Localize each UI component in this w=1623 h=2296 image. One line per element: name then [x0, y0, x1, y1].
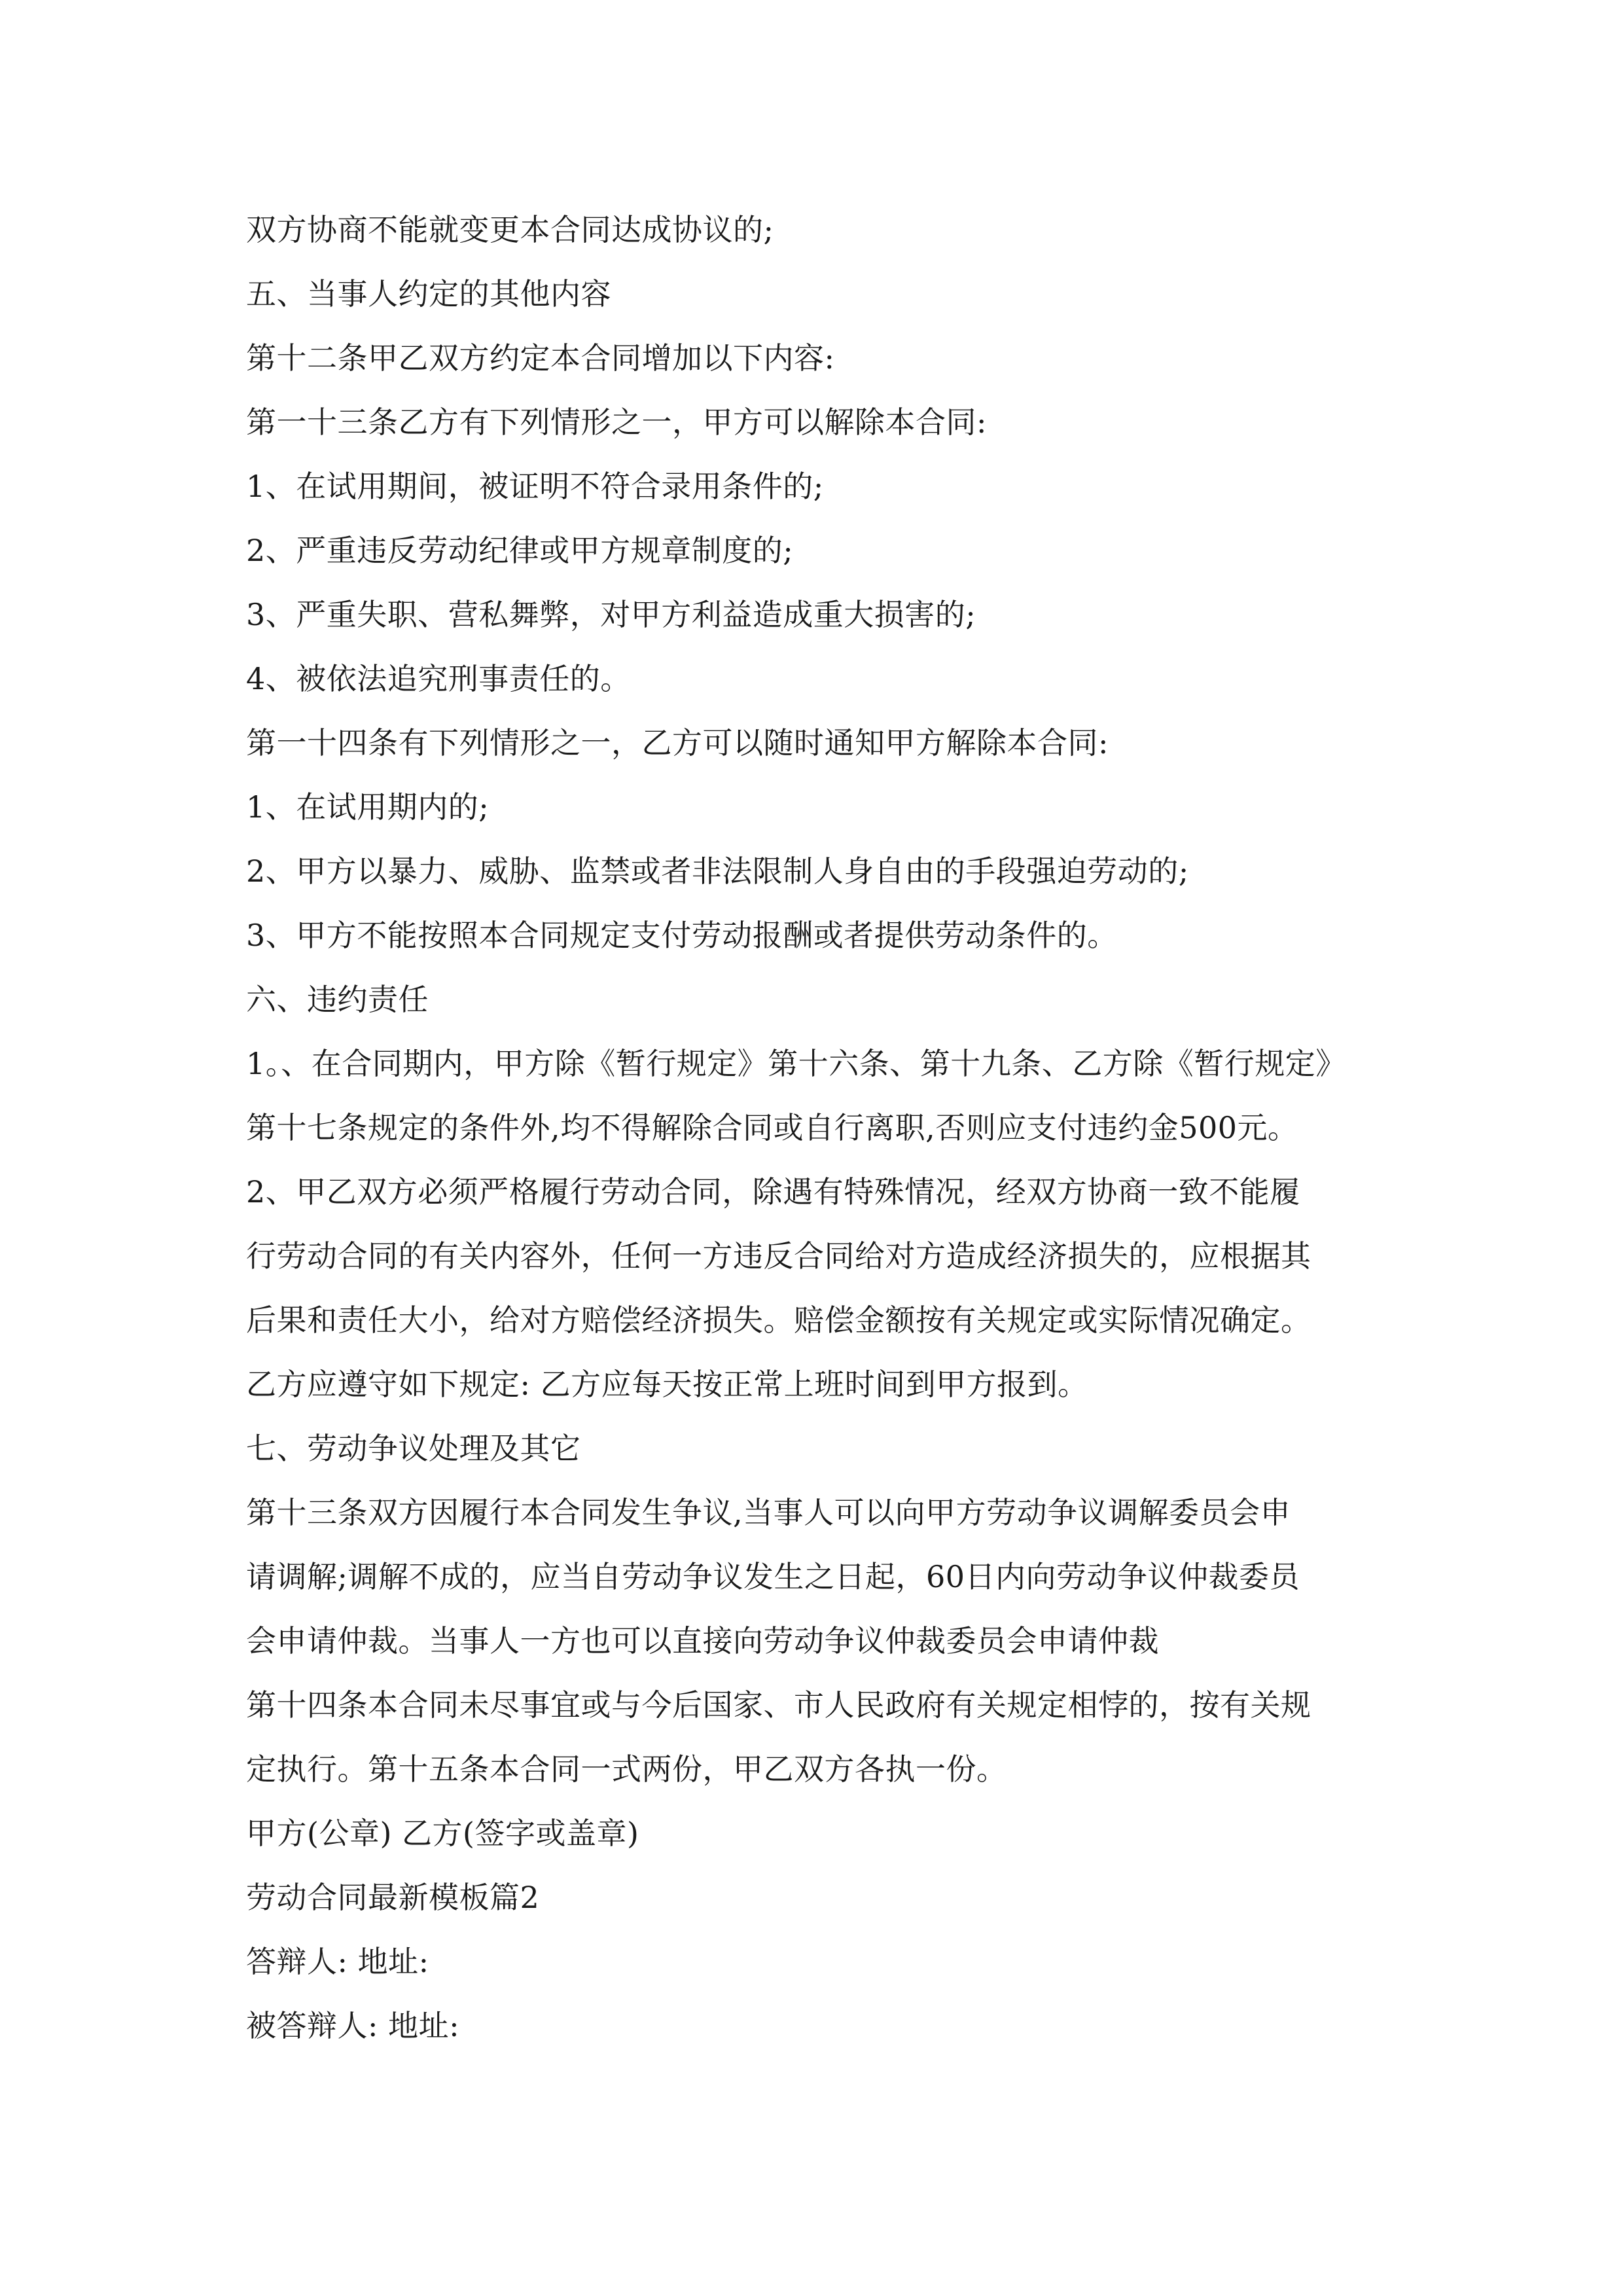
- text-line: 2、甲乙双方必须严格履行劳动合同，除遇有特殊情况，经双方协商一致不能履: [246, 1174, 1300, 1210]
- claimant-line: 被答辩人: 地址:: [246, 2008, 460, 2043]
- respondent-line: 答辩人: 地址:: [246, 1944, 429, 1979]
- text-line: 后果和责任大小，给对方赔偿经济损失。赔偿金额按有关规定或实际情况确定。: [246, 1302, 1311, 1338]
- text-line: 第十七条规定的条件外,均不得解除合同或自行离职,否则应支付违约金500元。: [246, 1110, 1298, 1145]
- text-line: 第十四条本合同未尽事宜或与今后国家、市人民政府有关规定相悖的，按有关规: [246, 1687, 1311, 1723]
- text-line: 乙方应遵守如下规定: 乙方应每天按正常上班时间到甲方报到。: [246, 1367, 1088, 1402]
- list-item: 3、甲方不能按照本合同规定支付劳动报酬或者提供劳动条件的。: [246, 918, 1118, 953]
- text-line: 请调解;调解不成的，应当自劳动争议发生之日起，60日内向劳动争议仲裁委员: [246, 1559, 1300, 1594]
- text-line: 1。、在合同期内，甲方除《暂行规定》第十六条、第十九条、乙方除《暂行规定》: [246, 1046, 1346, 1081]
- text-line: 第一十三条乙方有下列情形之一，甲方可以解除本合同:: [246, 404, 987, 440]
- text-line: 第一十四条有下列情形之一，乙方可以随时通知甲方解除本合同:: [246, 725, 1109, 761]
- list-item: 3、严重失职、营私舞弊，对甲方利益造成重大损害的;: [246, 597, 976, 632]
- text-line: 定执行。第十五条本合同一式两份，甲乙双方各执一份。: [246, 1751, 1007, 1787]
- text-line: 第十二条甲乙双方约定本合同增加以下内容:: [246, 340, 835, 376]
- signature-line: 甲方(公章) 乙方(签字或盖章): [246, 1816, 639, 1851]
- text-line: 第十三条双方因履行本合同发生争议,当事人可以向甲方劳动争议调解委员会申: [246, 1495, 1291, 1530]
- list-item: 1、在试用期内的;: [246, 789, 490, 825]
- list-item: 2、甲方以暴力、威胁、监禁或者非法限制人身自由的手段强迫劳动的;: [246, 853, 1189, 889]
- text-line: 会申请仲裁。当事人一方也可以直接向劳动争议仲裁委员会申请仲裁: [246, 1623, 1159, 1659]
- text-line: 双方协商不能就变更本合同达成协议的;: [246, 212, 774, 247]
- section-heading: 七、劳动争议处理及其它: [246, 1431, 581, 1466]
- document-subtitle: 劳动合同最新模板篇2: [246, 1880, 540, 1915]
- section-heading: 五、当事人约定的其他内容: [246, 276, 611, 312]
- list-item: 2、严重违反劳动纪律或甲方规章制度的;: [246, 533, 794, 568]
- section-heading: 六、违约责任: [246, 982, 429, 1017]
- text-line: 行劳动合同的有关内容外，任何一方违反合同给对方造成经济损失的，应根据其: [246, 1238, 1311, 1274]
- list-item: 1、在试用期间，被证明不符合录用条件的;: [246, 469, 824, 504]
- document-body: [246, 198, 1411, 2058]
- list-item: 4、被依法追究刑事责任的。: [246, 661, 631, 696]
